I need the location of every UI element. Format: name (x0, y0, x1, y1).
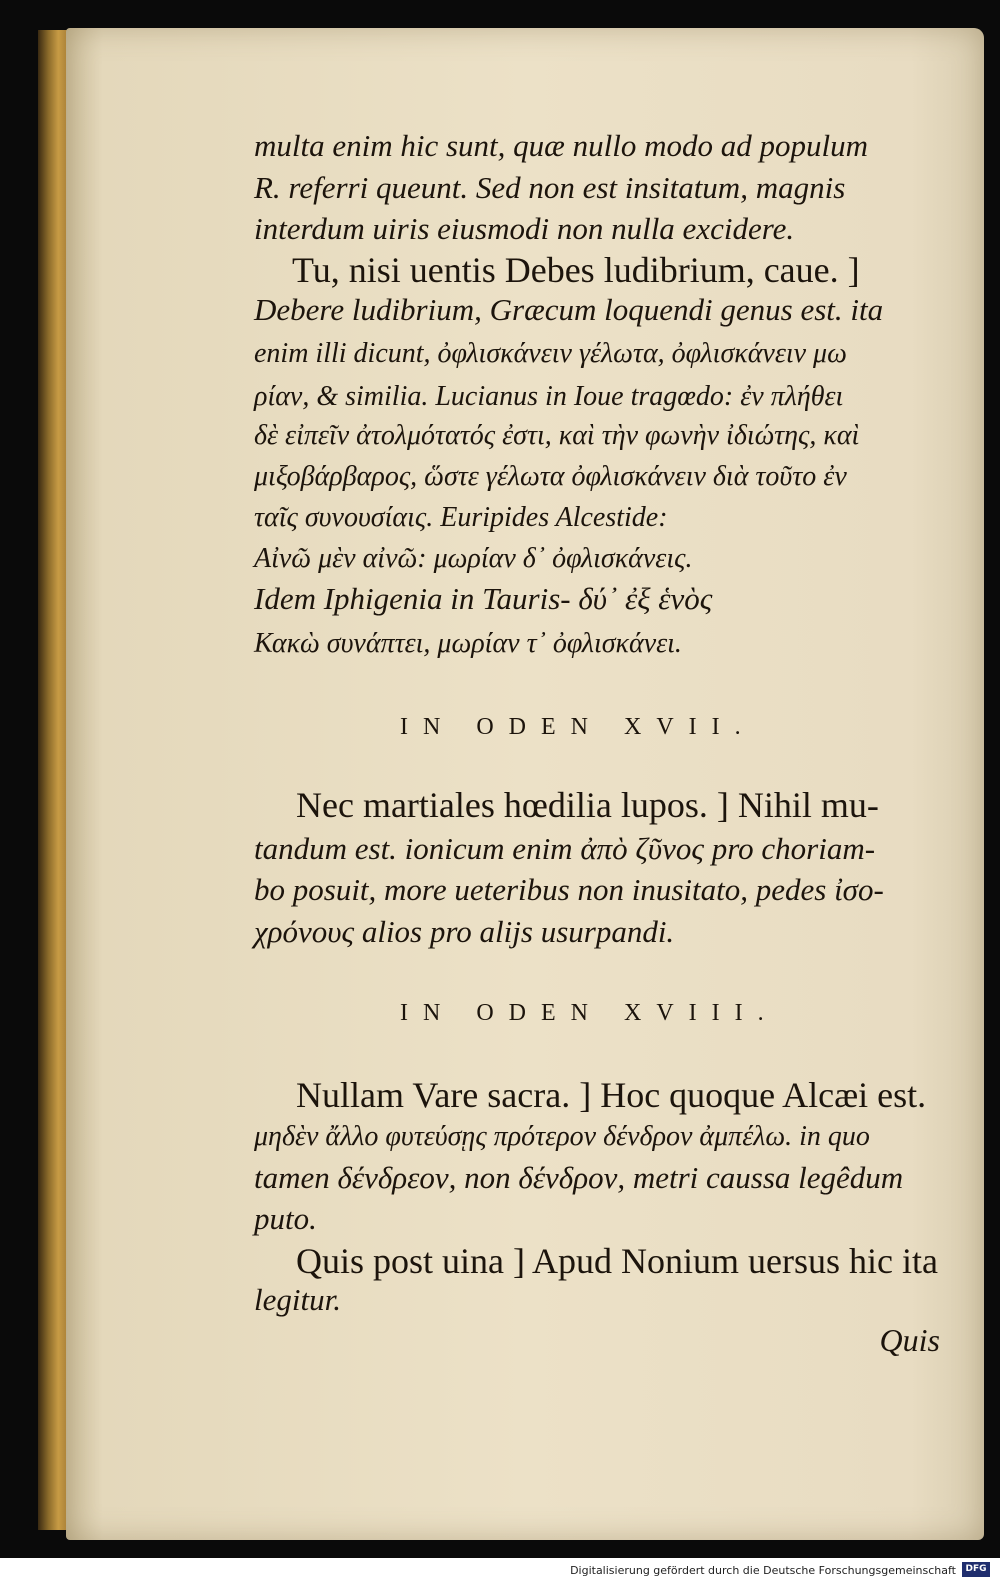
text-line: Αἰνῶ μὲν αἰνῶ: μωρίαν δ᾽ ὀφλισκάνεις. (254, 543, 693, 574)
footer-credit: Digitalisierung gefördert durch die Deutsche Forschungsgemeinschaft (570, 1564, 956, 1577)
text-line: R. referri queunt. Sed non est insitatum, magnis (254, 170, 846, 205)
text-line: Nullam Vare sacra. ] Hoc quoque Alcæi est. (296, 1075, 927, 1115)
text-line: ρίαν, & similia. Lucianus in Ioue tragœdo: ἐν πλήθει (254, 381, 844, 412)
text-line: μηδὲν ἄλλο φυτεύσῃς πρότερον δένδρον ἀμπέλω. in quo (254, 1121, 870, 1152)
text-line: Debere ludibrium, Græcum loquendi genus est. ita (254, 292, 884, 327)
text-line: μιξοβάρβαρος, ὥστε γέλωτα ὀφλισκάνειν διὰ τοῦτο ἐν (254, 461, 847, 492)
text-line: interdum uiris eiusmodi non nulla excidere. (254, 211, 795, 246)
dfg-logo: DFG (962, 1562, 990, 1577)
text-line: δὲ εἰπεῖν ἀτολμότατός ἐστι, καὶ τὴν φωνὴν ἰδιώτης, καὶ (254, 420, 860, 451)
text-line: legitur. (254, 1282, 341, 1317)
footer-bar (0, 1558, 1000, 1580)
text-line: puto. (254, 1201, 317, 1236)
text-line: enim illi dicunt, ὀφλισκάνειν γέλωτα, ὀφλισκάνειν μω (254, 338, 847, 369)
text-line: Idem Iphigenia in Tauris- δύ᾽ ἐξ ἑνὸς (254, 581, 713, 616)
text-line: multa enim hic sunt, quæ nullo modo ad populum (254, 128, 868, 163)
text-line: tandum est. ionicum enim ἀπὸ ζῦνος pro choriam- (254, 831, 876, 866)
text-line: bo posuit, more ueteribus non inusitato, pedes ἰσο- (254, 872, 884, 907)
text-line: tamen δένδρεον, non δένδρον, metri caussa legêdum (254, 1160, 904, 1195)
text-line: Quis post uina ] Apud Nonium uersus hic ita (296, 1241, 938, 1281)
catchword: Quis (879, 1322, 940, 1358)
text-line: χρόνους alios pro alijs usurpandi. (254, 914, 675, 949)
text-line: Κακὼ συνάπτει, μωρίαν τ᾽ ὀφλισκάνει. (254, 628, 682, 659)
section-heading: IN ODEN XVIII. (400, 1000, 779, 1026)
text-line: Tu, nisi uentis Debes ludibrium, caue. ] (292, 250, 860, 290)
section-heading: IN ODEN XVII. (400, 714, 756, 740)
text-line: Nec martiales hœdilia lupos. ] Nihil mu- (296, 785, 879, 825)
text-line: ταῖς συνουσίαις. Euripides Alcestide: (254, 502, 668, 533)
